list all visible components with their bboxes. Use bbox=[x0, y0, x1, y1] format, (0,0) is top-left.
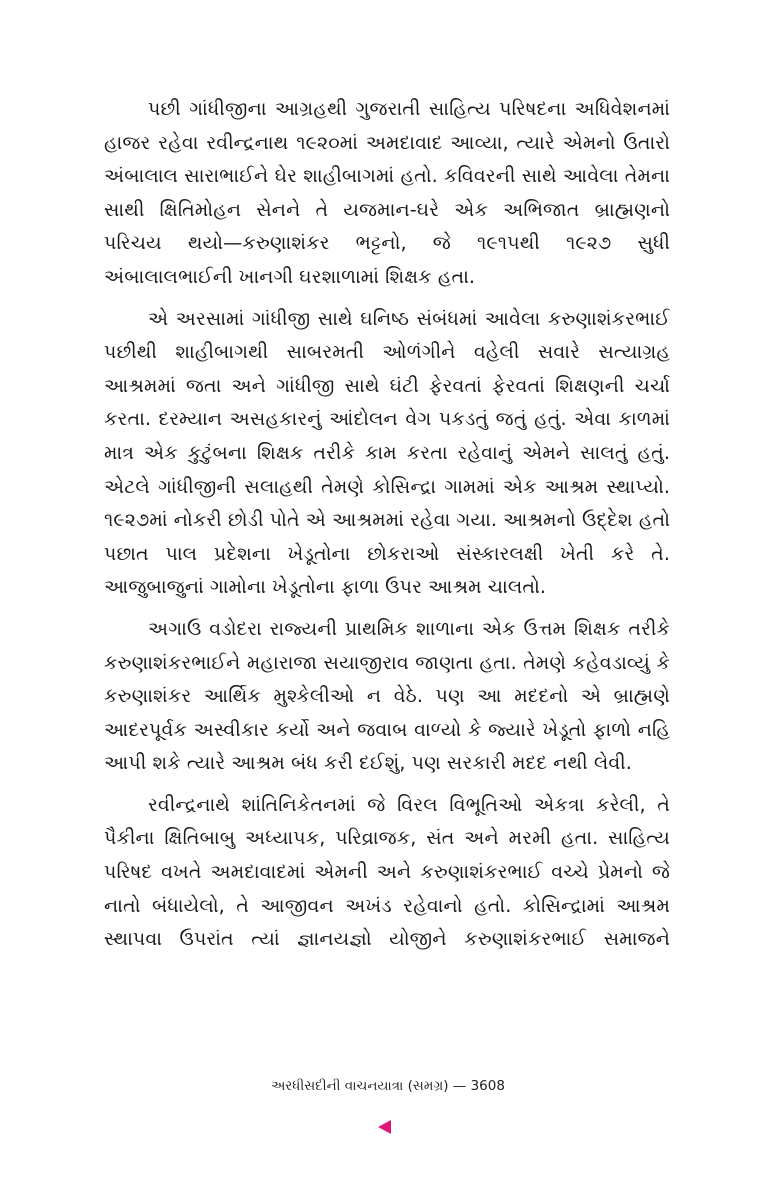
paragraph-1: પછી ગાંધીજીના આગ્રહથી ગુજરાતી સાહિત્ય પરિષદના અધિવેશનમાં હાજર રહેવા રવીન્દ્રનાથ ૧૯૨૦માં અમદાવાદ આવ્યા, ત્યારે એમનો ઉતારો અંબાલાલ સારાભાઈને ઘેર શાહીબાગમાં હતો. કવિવરની સાથે આવેલા તેમના સાથી ક્ષિતિમોહન સેનને તે યજમાન-ઘરે એક અભિજાત બ્રાહ્મણનો પરિચય થયો—કરુણાશંકર ભટ્ટનો, જે ૧૯૧૫થી ૧૯૨૭ સુધી અંબાલાલભાઈની ખાનગી ઘરશાળામાં શિક્ષક હતા. bbox=[104, 97, 670, 288]
previous-page-arrow-icon[interactable] bbox=[378, 1120, 391, 1134]
paragraph-2: એ અરસામાં ગાંધીજી સાથે ઘનિષ્ઠ સંબંધમાં આવેલા કરુણાશંકરભાઈ પછીથી શાહીબાગથી સાબરમતી ઓળંગીને વહેલી સવારે સત્યાગ્રહ આશ્રમમાં જતા અને ગાંધીજી સાથે ઘંટી ફેરવતાં ફેરવતાં શિક્ષણની ચર્ચા કરતા. દરમ્યાન અસહકારનું આંદોલન વેગ પકડતું જતું હતું. એવા કાળમાં માત્ર એક કુટુંબના શિક્ષક તરીકે કામ કરતા રહેવાનું એમને સાલતું હતું. એટલે ગાંધીજીની સલાહથી તેમણે કોસિન્દ્રા ગામમાં એક આશ્રમ સ્થાપ્યો. ૧૯૨૭માં નોકરી છોડી પોતે એ આશ્રમમાં રહેવા ગયા. આશ્રમનો ઉદ્દેશ હતો પછાત પાલ પ્રદેશના ખેડૂતોના છોકરાઓ સંસ્કારલક્ષી ખેતી કરે તે. આજુબાજુનાં ગામોના ખેડૂતોના ફાળા ઉપર આશ્રમ ચાલતો. bbox=[104, 306, 670, 599]
page-body bbox=[104, 92, 670, 964]
paragraph-3: અગાઉ વડોદરા રાજ્યની પ્રાથમિક શાળાના એક ઉત્તમ શિક્ષક તરીકે કરુણાશંકરભાઈને મહારાજા સયાજીરાવ જાણતા હતા. તેમણે કહેવડાવ્યું કે કરુણાશંકર આર્થિક મુશ્કેલીઓ ન વેઠે. પણ આ મદદનો એ બ્રાહ્મણે આદરપૂર્વક અસ્વીકાર કર્યો અને જવાબ વાળ્યો કે જ્યારે ખેડૂતો ફાળો નહિ આપી શકે ત્યારે આશ્રમ બંધ કરી દઈશું, પણ સરકારી મદદ નથી લેવી. bbox=[104, 616, 670, 775]
paragraph-4: રવીન્દ્રનાથે શાંતિનિકેતનમાં જે વિરલ વિભૂતિઓ એકત્રા કરેલી, તે પૈકીના ક્ષિતિબાબુ અધ્યાપક, પરિવ્રાજક, સંત અને મરમી હતા. સાહિત્ય પરિષદ વખતે અમદાવાદમાં એમની અને કરુણાશંકરભાઈ વચ્ચે પ્રેમનો જે નાતો બંધાયેલો, તે આજીવન અખંડ રહેવાનો હતો. કોસિન્દ્રામાં આશ્રમ સ્થાપવા ઉપરાંત ત્યાં જ્ઞાનયજ્ઞો યોજીને કરુણાશંકરભાઈ સમાજને bbox=[104, 792, 670, 951]
page-footer: અરધીસદીની વાચનયાત્રા (સમગ્ર) — 3608 bbox=[271, 1078, 505, 1094]
